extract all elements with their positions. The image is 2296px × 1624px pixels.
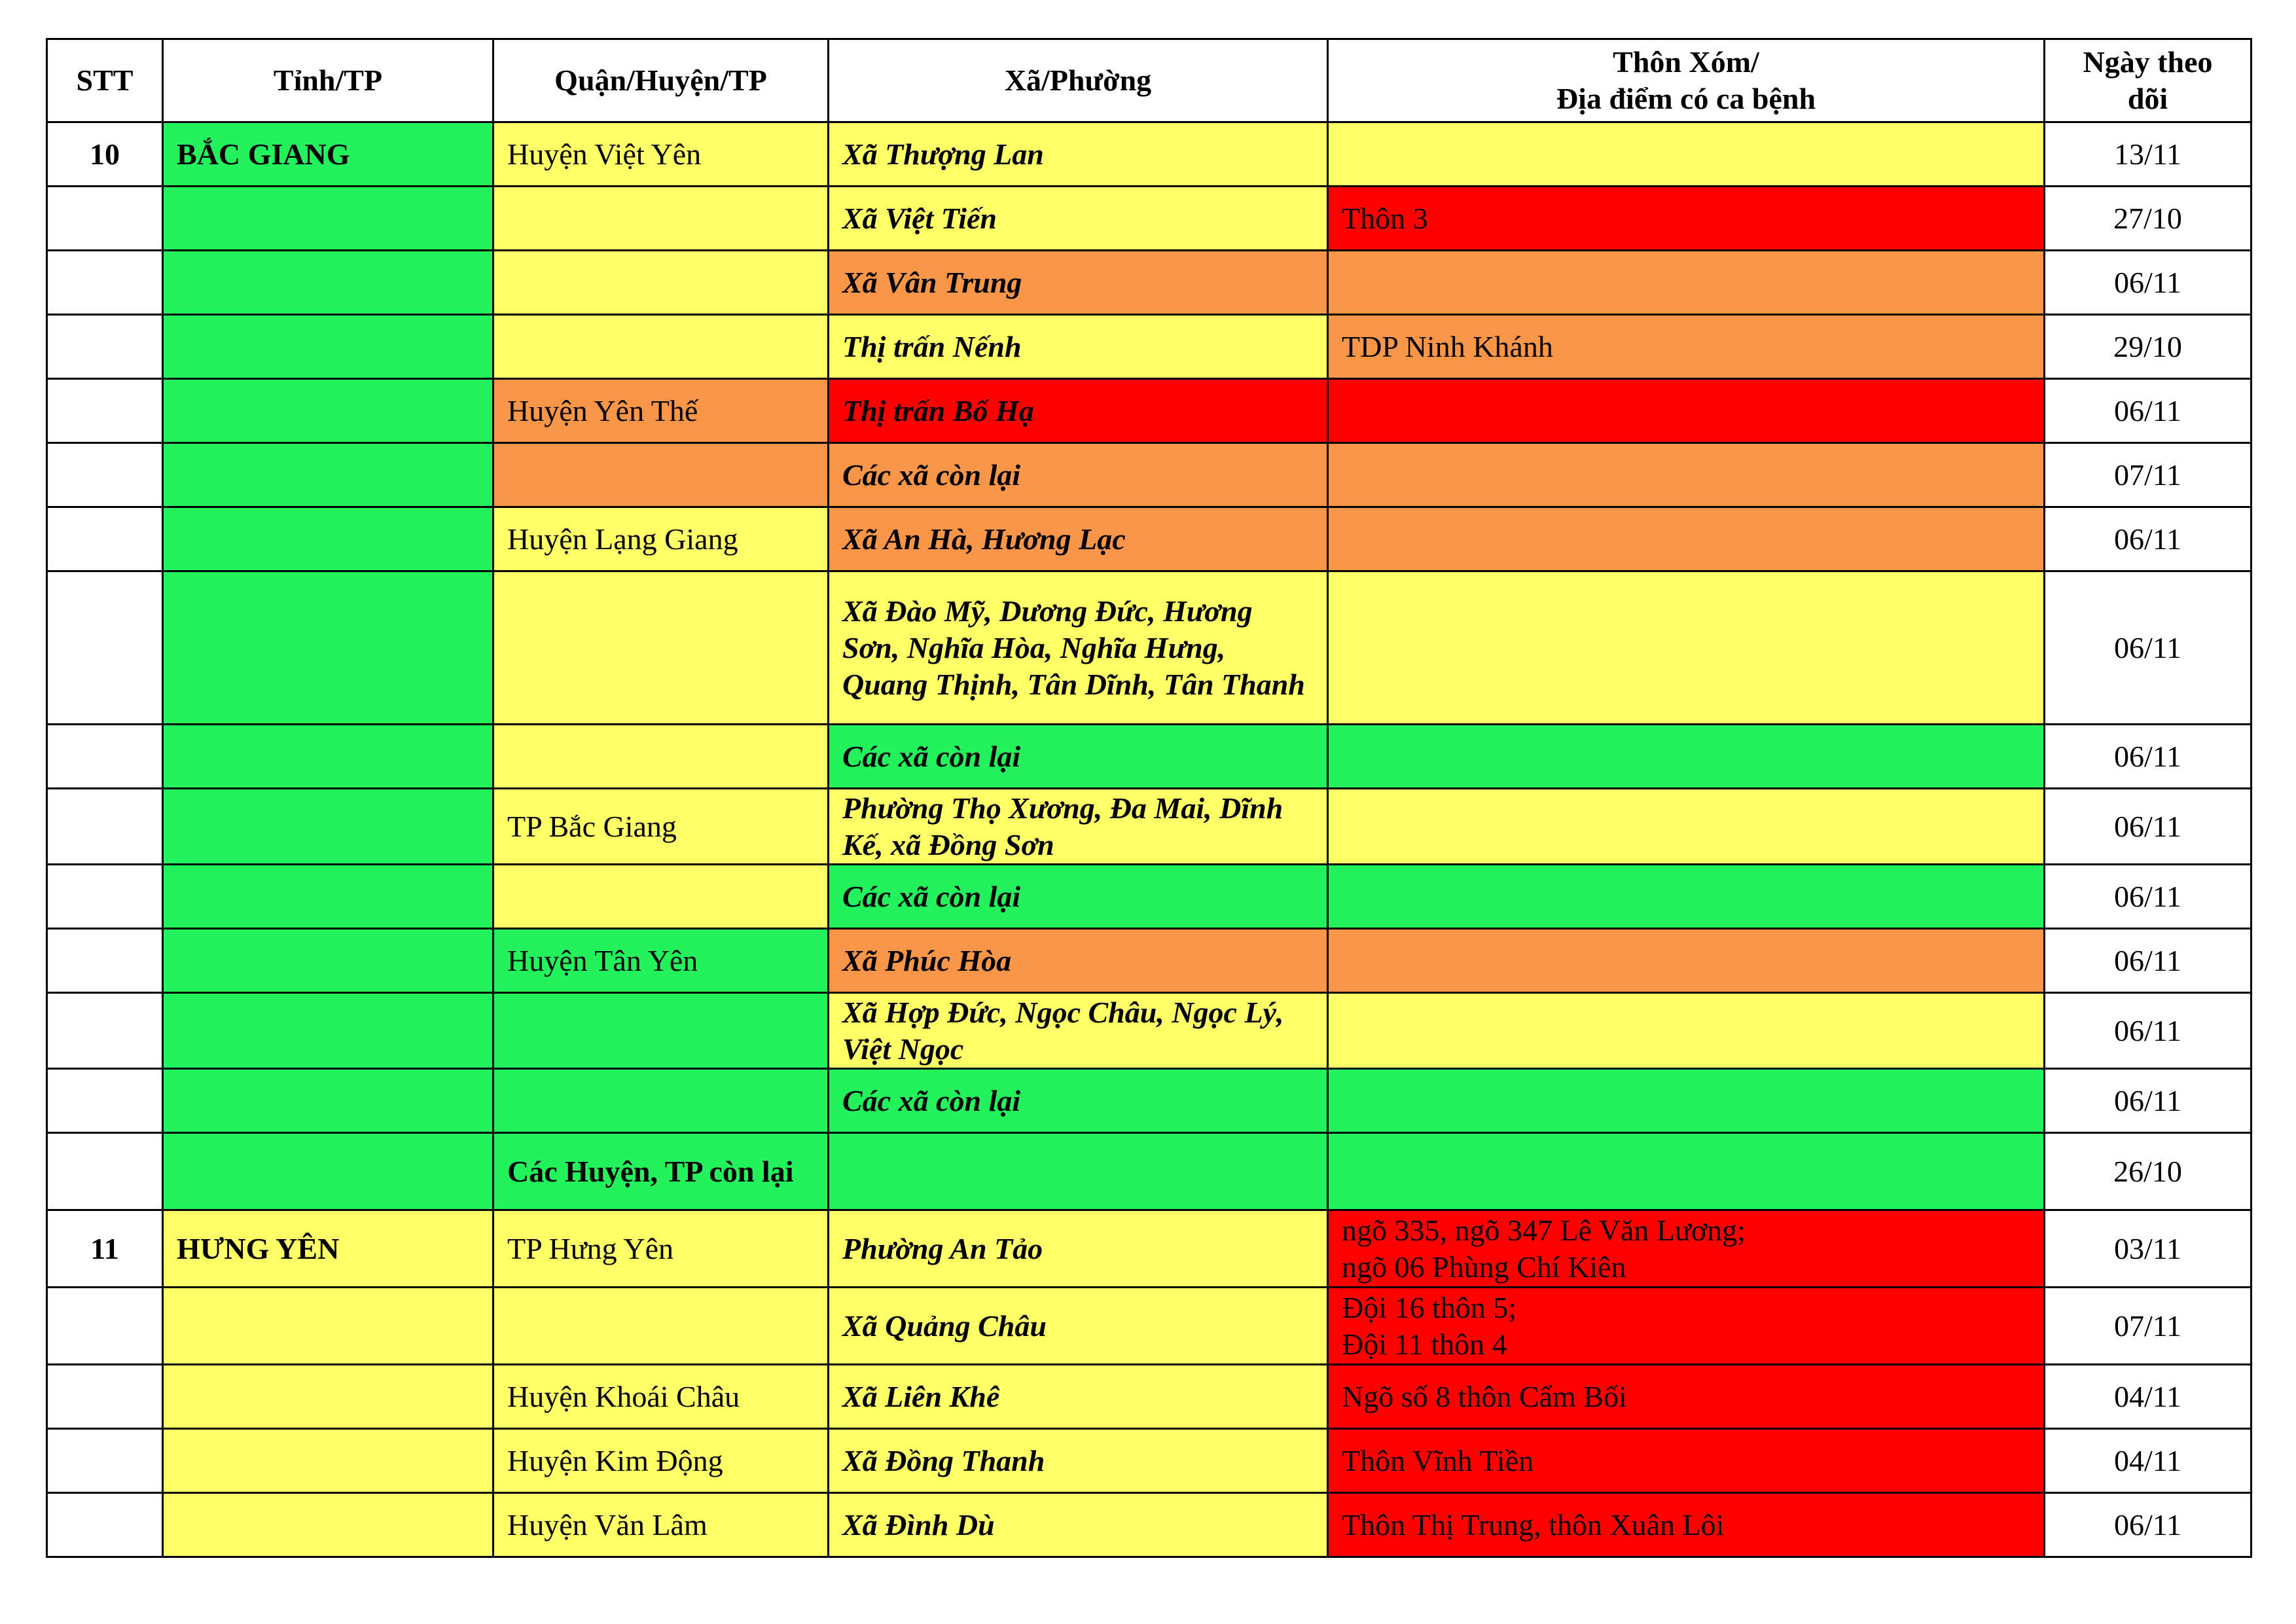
province-cell [163,1493,493,1557]
date-cell: 03/11 [2045,1210,2251,1288]
province-cell [163,379,493,443]
ward-cell: Xã Hợp Đức, Ngọc Châu, Ngọc Lý, Việt Ngọc [829,993,1328,1069]
stt-cell [47,1069,163,1133]
ward-cell: Xã Đình Dù [829,1493,1328,1557]
district-cell [493,993,829,1069]
date-cell: 06/11 [2045,251,2251,315]
stt-cell [47,379,163,443]
table-row [47,507,2251,571]
district-cell [493,443,829,507]
header-date-line-2: dõi [2127,82,2168,115]
district-cell [493,251,829,315]
village-cell: Thôn Vĩnh Tiền [1328,1429,2045,1493]
district-cell: Huyện Văn Lâm [493,1493,829,1557]
village-line-1: Đội 16 thôn 5; [1342,1290,1517,1324]
table-row [47,929,2251,993]
village-cell [1328,251,2045,315]
header-ward: Xã/Phường [829,39,1328,122]
district-cell [493,187,829,251]
district-cell [493,1069,829,1133]
district-cell [493,865,829,929]
date-cell: 06/11 [2045,865,2251,929]
table-row [47,379,2251,443]
table-row [47,725,2251,789]
ward-cell: Các xã còn lại [829,443,1328,507]
province-cell [163,993,493,1069]
date-cell: 27/10 [2045,187,2251,251]
date-cell: 04/11 [2045,1365,2251,1429]
table-row [47,187,2251,251]
district-cell [493,725,829,789]
village-line-2: ngõ 06 Phùng Chí Kiên [1342,1250,1626,1284]
province-cell [163,1365,493,1429]
province-cell [163,1429,493,1493]
header-province: Tỉnh/TP [163,39,493,122]
village-cell [1328,929,2045,993]
date-cell: 06/11 [2045,993,2251,1069]
date-cell: 06/11 [2045,1493,2251,1557]
date-cell: 06/11 [2045,379,2251,443]
province-cell: BẮC GIANG [163,122,493,187]
stt-cell [47,443,163,507]
village-cell [1328,443,2045,507]
stt-cell [47,725,163,789]
table-row [47,571,2251,725]
header-village-line-1: Thôn Xóm/ [1613,45,1759,79]
village-cell: TDP Ninh Khánh [1328,315,2045,379]
date-cell: 06/11 [2045,507,2251,571]
table-row [47,122,2251,187]
ward-cell: Các xã còn lại [829,865,1328,929]
district-cell [493,1288,829,1365]
ward-cell: Phường Thọ Xương, Đa Mai, Dĩnh Kế, xã Đồng Sơn [829,789,1328,865]
date-cell: 07/11 [2045,1288,2251,1365]
district-cell: Huyện Khoái Châu [493,1365,829,1429]
ward-cell: Xã Đào Mỹ, Dương Đức, Hương Sơn, Nghĩa Hòa, Nghĩa Hưng, Quang Thịnh, Tân Dĩnh, Tân Thanh [829,571,1328,725]
district-cell: Huyện Tân Yên [493,929,829,993]
province-cell [163,571,493,725]
village-cell [1328,1069,2045,1133]
table-row [47,1429,2251,1493]
stt-cell [47,1288,163,1365]
header-row [47,39,2251,122]
village-cell: Thôn 3 [1328,187,2045,251]
table-row [47,315,2251,379]
stt-cell [47,789,163,865]
ward-cell: Các xã còn lại [829,725,1328,789]
outbreak-table [46,38,2252,1558]
ward-cell: Thị trấn Nếnh [829,315,1328,379]
table-row [47,993,2251,1069]
district-cell: Huyện Việt Yên [493,122,829,187]
stt-cell [47,929,163,993]
village-cell: Ngõ số 8 thôn Cẩm Bối [1328,1365,2045,1429]
village-cell [1328,507,2045,571]
district-cell [493,315,829,379]
district-cell: Huyện Kim Động [493,1429,829,1493]
date-cell: 06/11 [2045,929,2251,993]
province-cell [163,187,493,251]
date-cell: 06/11 [2045,789,2251,865]
district-cell: TP Hưng Yên [493,1210,829,1288]
province-cell [163,789,493,865]
province-cell [163,1133,493,1210]
table-row [47,443,2251,507]
table-row [47,1493,2251,1557]
table-row [47,1365,2251,1429]
header-date [2045,39,2251,122]
village-cell [1328,379,2045,443]
stt-cell [47,865,163,929]
province-cell [163,865,493,929]
province-cell [163,507,493,571]
header-village [1328,39,2045,122]
date-cell: 06/11 [2045,571,2251,725]
village-cell [1328,789,2045,865]
village-cell [1328,993,2045,1069]
ward-cell: Xã Việt Tiến [829,187,1328,251]
date-cell: 26/10 [2045,1133,2251,1210]
header-district: Quận/Huyện/TP [493,39,829,122]
date-cell: 06/11 [2045,725,2251,789]
table-row [47,1069,2251,1133]
date-cell: 06/11 [2045,1069,2251,1133]
province-cell [163,725,493,789]
province-cell: HƯNG YÊN [163,1210,493,1288]
province-cell [163,443,493,507]
village-cell: Thôn Thị Trung, thôn Xuân Lôi [1328,1493,2045,1557]
table-row [47,251,2251,315]
stt-cell [47,251,163,315]
province-cell [163,315,493,379]
district-cell: Huyện Lạng Giang [493,507,829,571]
stt-cell [47,1133,163,1210]
date-cell: 29/10 [2045,315,2251,379]
stt-cell [47,1365,163,1429]
ward-cell: Thị trấn Bố Hạ [829,379,1328,443]
province-cell [163,929,493,993]
table-row [47,1288,2251,1365]
province-cell [163,1288,493,1365]
table-row [47,789,2251,865]
ward-cell: Xã Phúc Hòa [829,929,1328,993]
header-stt: STT [47,39,163,122]
date-cell: 07/11 [2045,443,2251,507]
province-cell [163,251,493,315]
date-cell: 13/11 [2045,122,2251,187]
header-village-line-2: Địa điểm có ca bệnh [1556,82,1816,115]
stt-cell: 10 [47,122,163,187]
village-cell [1328,1133,2045,1210]
table-row [47,1210,2251,1288]
village-cell [1328,1210,2045,1288]
ward-cell: Xã Liên Khê [829,1365,1328,1429]
ward-cell: Xã Đồng Thanh [829,1429,1328,1493]
ward-cell: Xã Quảng Châu [829,1288,1328,1365]
table-row [47,1133,2251,1210]
ward-cell [829,1133,1328,1210]
stt-cell [47,315,163,379]
province-cell [163,1069,493,1133]
district-cell: TP Bắc Giang [493,789,829,865]
ward-cell: Các xã còn lại [829,1069,1328,1133]
table-row [47,865,2251,929]
village-cell [1328,865,2045,929]
stt-cell: 11 [47,1210,163,1288]
stt-cell [47,1429,163,1493]
ward-cell: Xã Vân Trung [829,251,1328,315]
ward-cell: Phường An Tảo [829,1210,1328,1288]
ward-cell: Xã An Hà, Hương Lạc [829,507,1328,571]
village-cell [1328,725,2045,789]
district-cell: Huyện Yên Thế [493,379,829,443]
stt-cell [47,507,163,571]
district-cell [493,571,829,725]
ward-cell: Xã Thượng Lan [829,122,1328,187]
village-cell [1328,1288,2045,1365]
stt-cell [47,571,163,725]
village-cell [1328,571,2045,725]
stt-cell [47,187,163,251]
stt-cell [47,1493,163,1557]
village-cell [1328,122,2045,187]
village-line-1: ngõ 335, ngõ 347 Lê Văn Lương; [1342,1213,1746,1247]
header-date-line-1: Ngày theo [2083,45,2213,79]
date-cell: 04/11 [2045,1429,2251,1493]
stt-cell [47,993,163,1069]
village-line-2: Đội 11 thôn 4 [1342,1327,1507,1361]
district-cell: Các Huyện, TP còn lại [493,1133,829,1210]
